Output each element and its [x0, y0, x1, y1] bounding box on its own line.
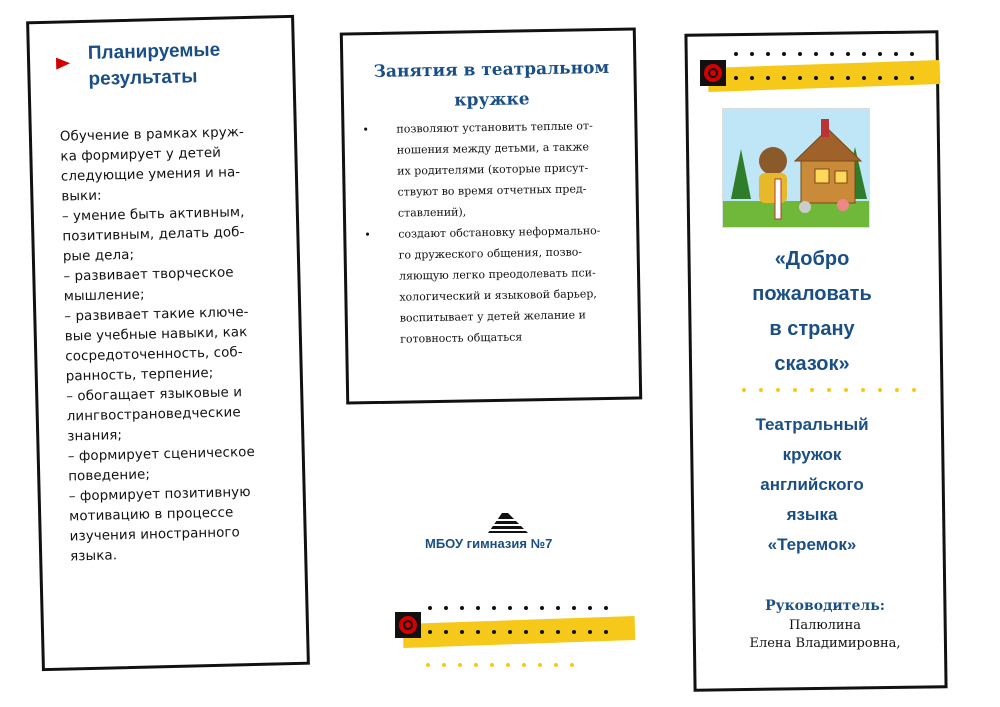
- school-name: МБОУ гимназия №7: [425, 536, 553, 551]
- text-line: вые учебные навыки, как: [64, 325, 248, 345]
- title-line: пожаловать: [752, 283, 872, 305]
- text-line: рые дела;: [62, 247, 135, 265]
- heading-line: кружке: [454, 89, 530, 111]
- red-arrow-icon: [56, 57, 70, 69]
- text-line: изучения иностранного: [69, 525, 241, 545]
- activities-list: [362, 115, 634, 351]
- leader-name-line: Палюлина: [788, 618, 861, 633]
- item-line: позволяют установить теплые от-: [396, 119, 593, 136]
- subtitle-line: кружок: [782, 445, 842, 464]
- cover-subtitle: [705, 410, 919, 560]
- bullet-icon: •: [362, 123, 370, 137]
- text-line: лингвострановедческие: [66, 405, 241, 425]
- item-line: воспитывает у детей желание и: [399, 308, 587, 325]
- fairy-tale-illustration: [722, 108, 870, 228]
- item-line: го дружеского общения, позво-: [398, 245, 583, 262]
- results-heading: Планируемые результаты: [87, 39, 221, 90]
- text-line: – формирует сценическое: [67, 444, 256, 465]
- text-line: – развивает творческое: [63, 265, 234, 285]
- target-icon: [395, 612, 421, 638]
- text-line: выки:: [61, 188, 102, 205]
- text-line: – умение быть активным,: [61, 205, 245, 225]
- item-line: хологический и языковой барьер,: [399, 287, 597, 304]
- item-line: их родителями (которые присут-: [397, 161, 589, 178]
- item-line: создают обстановку неформально-: [398, 224, 601, 241]
- item-line: ствуют во время отчетных пред-: [397, 182, 587, 199]
- leader-label: Руководитель:: [765, 598, 885, 614]
- results-text: [60, 122, 293, 567]
- text-line: знания;: [67, 428, 123, 445]
- list-item: [362, 115, 632, 225]
- item-line: ношения между детьми, а также: [396, 140, 590, 157]
- item-line: готовность общаться: [400, 330, 523, 346]
- activities-panel: [340, 27, 642, 404]
- text-line: – развивает такие ключе-: [64, 305, 249, 325]
- subtitle-line: Театральный: [755, 415, 869, 434]
- activities-heading: [343, 52, 640, 117]
- target-icon: [700, 60, 726, 86]
- title-line: сказок»: [774, 353, 850, 375]
- text-line: – формирует позитивную: [68, 485, 251, 505]
- title-line: «Добро: [774, 248, 850, 270]
- text-line: следующие умения и на-: [60, 165, 241, 185]
- results-panel: [26, 15, 310, 671]
- text-line: языка.: [70, 548, 118, 565]
- subtitle-line: английского: [760, 475, 864, 494]
- school-logo-icon: [488, 513, 528, 535]
- text-line: позитивным, делать доб-: [62, 225, 245, 245]
- yellow-dot-divider: [742, 388, 916, 392]
- text-line: ранность, терпение;: [65, 365, 214, 385]
- subtitle-line: «Теремок»: [767, 535, 857, 554]
- subtitle-line: языка: [786, 505, 838, 524]
- text-line: сосредоточенность, соб-: [65, 345, 243, 365]
- text-line: Обучение в рамках круж-: [59, 125, 245, 145]
- text-line: поведение;: [68, 467, 151, 485]
- list-item: [364, 220, 634, 351]
- leader-name-line: Елена Владимировна,: [749, 636, 901, 651]
- title-line: в страну: [769, 318, 855, 340]
- cover-title: [705, 242, 919, 382]
- text-line: мотивацию в процессе: [69, 505, 234, 525]
- text-line: ка формирует у детей: [60, 145, 222, 165]
- heading-line: Занятия в театральном: [373, 57, 610, 83]
- item-line: ляющую легко преодолевать пси-: [398, 266, 596, 283]
- bullet-icon: •: [364, 228, 371, 242]
- leader-name: [712, 617, 938, 653]
- text-line: мышление;: [63, 287, 145, 305]
- text-line: – обогащает языковые и: [66, 385, 243, 405]
- item-line: ставлений),: [397, 205, 467, 220]
